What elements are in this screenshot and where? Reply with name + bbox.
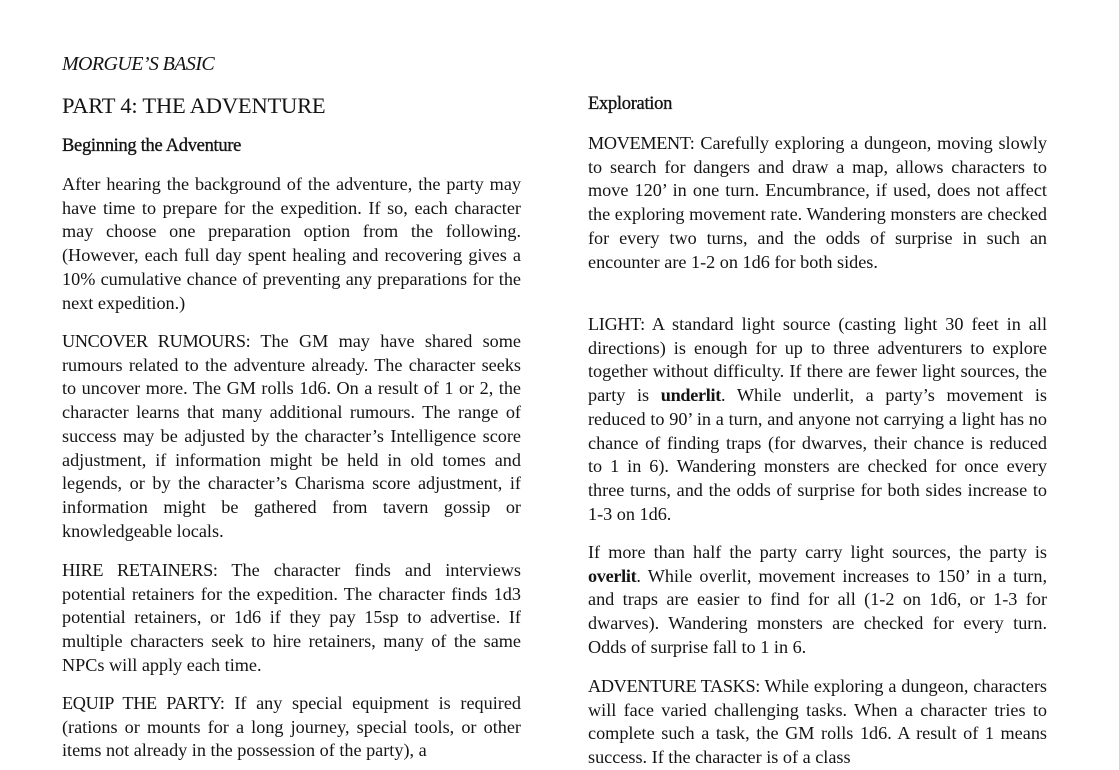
- section-heading-exploration: Exploration: [588, 94, 673, 114]
- overlit-text-before: If more than half the party carry light sources, the party is: [588, 542, 1047, 562]
- movement-paragraph: [588, 132, 1047, 274]
- adventure-tasks-text: While exploring a dungeon, characters will face varied challenging tasks. When a character tries to complete such a task, the GM rolls 1d6. A result of 1 means success. If the character is of a class: [588, 676, 1047, 768]
- adventure-tasks-paragraph: [588, 675, 1047, 770]
- option-text: If any special equipment is required (rations or mounts for a long journey, special tools, or other items not already in the possession of the party), a: [62, 693, 521, 761]
- intro-paragraph: After hearing the background of the adventure, the party may have time to prepare for the expedition. If so, each character may choose one preparation option from the following. (However, each full day spent healing and recovering gives a 10% cumulative chance of preventing any preparations for the next expedition.): [62, 174, 521, 313]
- option-text: The character finds and interviews potential retainers for the expedition. The character finds 1d3 potential retainers, or 1d6 if they pay 15sp to advertise. If multiple characters seek to hire retainers, many of the same NPCs will apply each time.: [62, 560, 521, 675]
- part-title: PART 4: THE ADVENTURE: [62, 93, 326, 118]
- option-label: UNCOVER RUMOURS:: [62, 331, 251, 351]
- light-text-before: A standard light source (casting light 30 feet in all directions) is enough for up to three adventurers to explore together without difficulty. If there are fewer light sources, the party is: [588, 314, 1047, 406]
- adventure-tasks-label: ADVENTURE TASKS:: [588, 676, 761, 696]
- option-text: The GM may have shared some rumours related to the adventure already. The character seeks to uncover more. The GM rolls 1d6. On a result of 1 or 2, the character learns that many additional rumours. The range of success may be adjusted by the character’s Intelligence score adjustment, if information might be held in old tomes and legends, or by the character’s Charisma score adjustment, if information might be gathered from tavern gossip or knowledgeable locals.: [62, 331, 521, 541]
- underlit-term: underlit: [660, 385, 722, 406]
- option-label: EQUIP THE PARTY:: [62, 693, 225, 713]
- option-equip-the-party: [62, 692, 521, 763]
- light-paragraph: [588, 313, 1047, 526]
- overlit-term: overlit: [588, 565, 637, 586]
- movement-text: Carefully exploring a dungeon, moving slowly to search for dangers and draw a map, allows characters to move 120’ in one turn. Encumbrance, if used, does not affect the exploring movement rate. Wandering monsters are checked for every two turns, and the odds of surprise in such an encounter are 1-2 on 1d6 for both sides.: [588, 133, 1047, 272]
- section-heading-beginning: Beginning the Adventure: [62, 136, 242, 156]
- option-label: HIRE RETAINERS:: [62, 560, 218, 580]
- movement-label: MOVEMENT:: [588, 133, 695, 153]
- running-head: MORGUE’S BASIC: [62, 53, 215, 75]
- light-text-after: . While underlit, a party’s movement is reduced to 90’ in a turn, and anyone not carrying a light has no chance of finding traps (for dwarves, their chance is reduced to 1 in 6). Wandering monsters are checked for once every three turns, and the odds of surprise for both sides increase to 1-3 on 1d6.: [588, 385, 1047, 524]
- light-label: LIGHT:: [588, 314, 645, 334]
- option-hire-retainers: [62, 559, 521, 678]
- overlit-paragraph: [588, 541, 1047, 660]
- overlit-text-after: . While overlit, movement increases to 150’ in a turn, and traps are easier to find for all (1-2 on 1d6, or 1-3 for dwarves). Wandering monsters are checked for every turn. Odds of surprise fall to 1 in 6.: [588, 565, 1047, 657]
- option-uncover-rumours: [62, 330, 521, 543]
